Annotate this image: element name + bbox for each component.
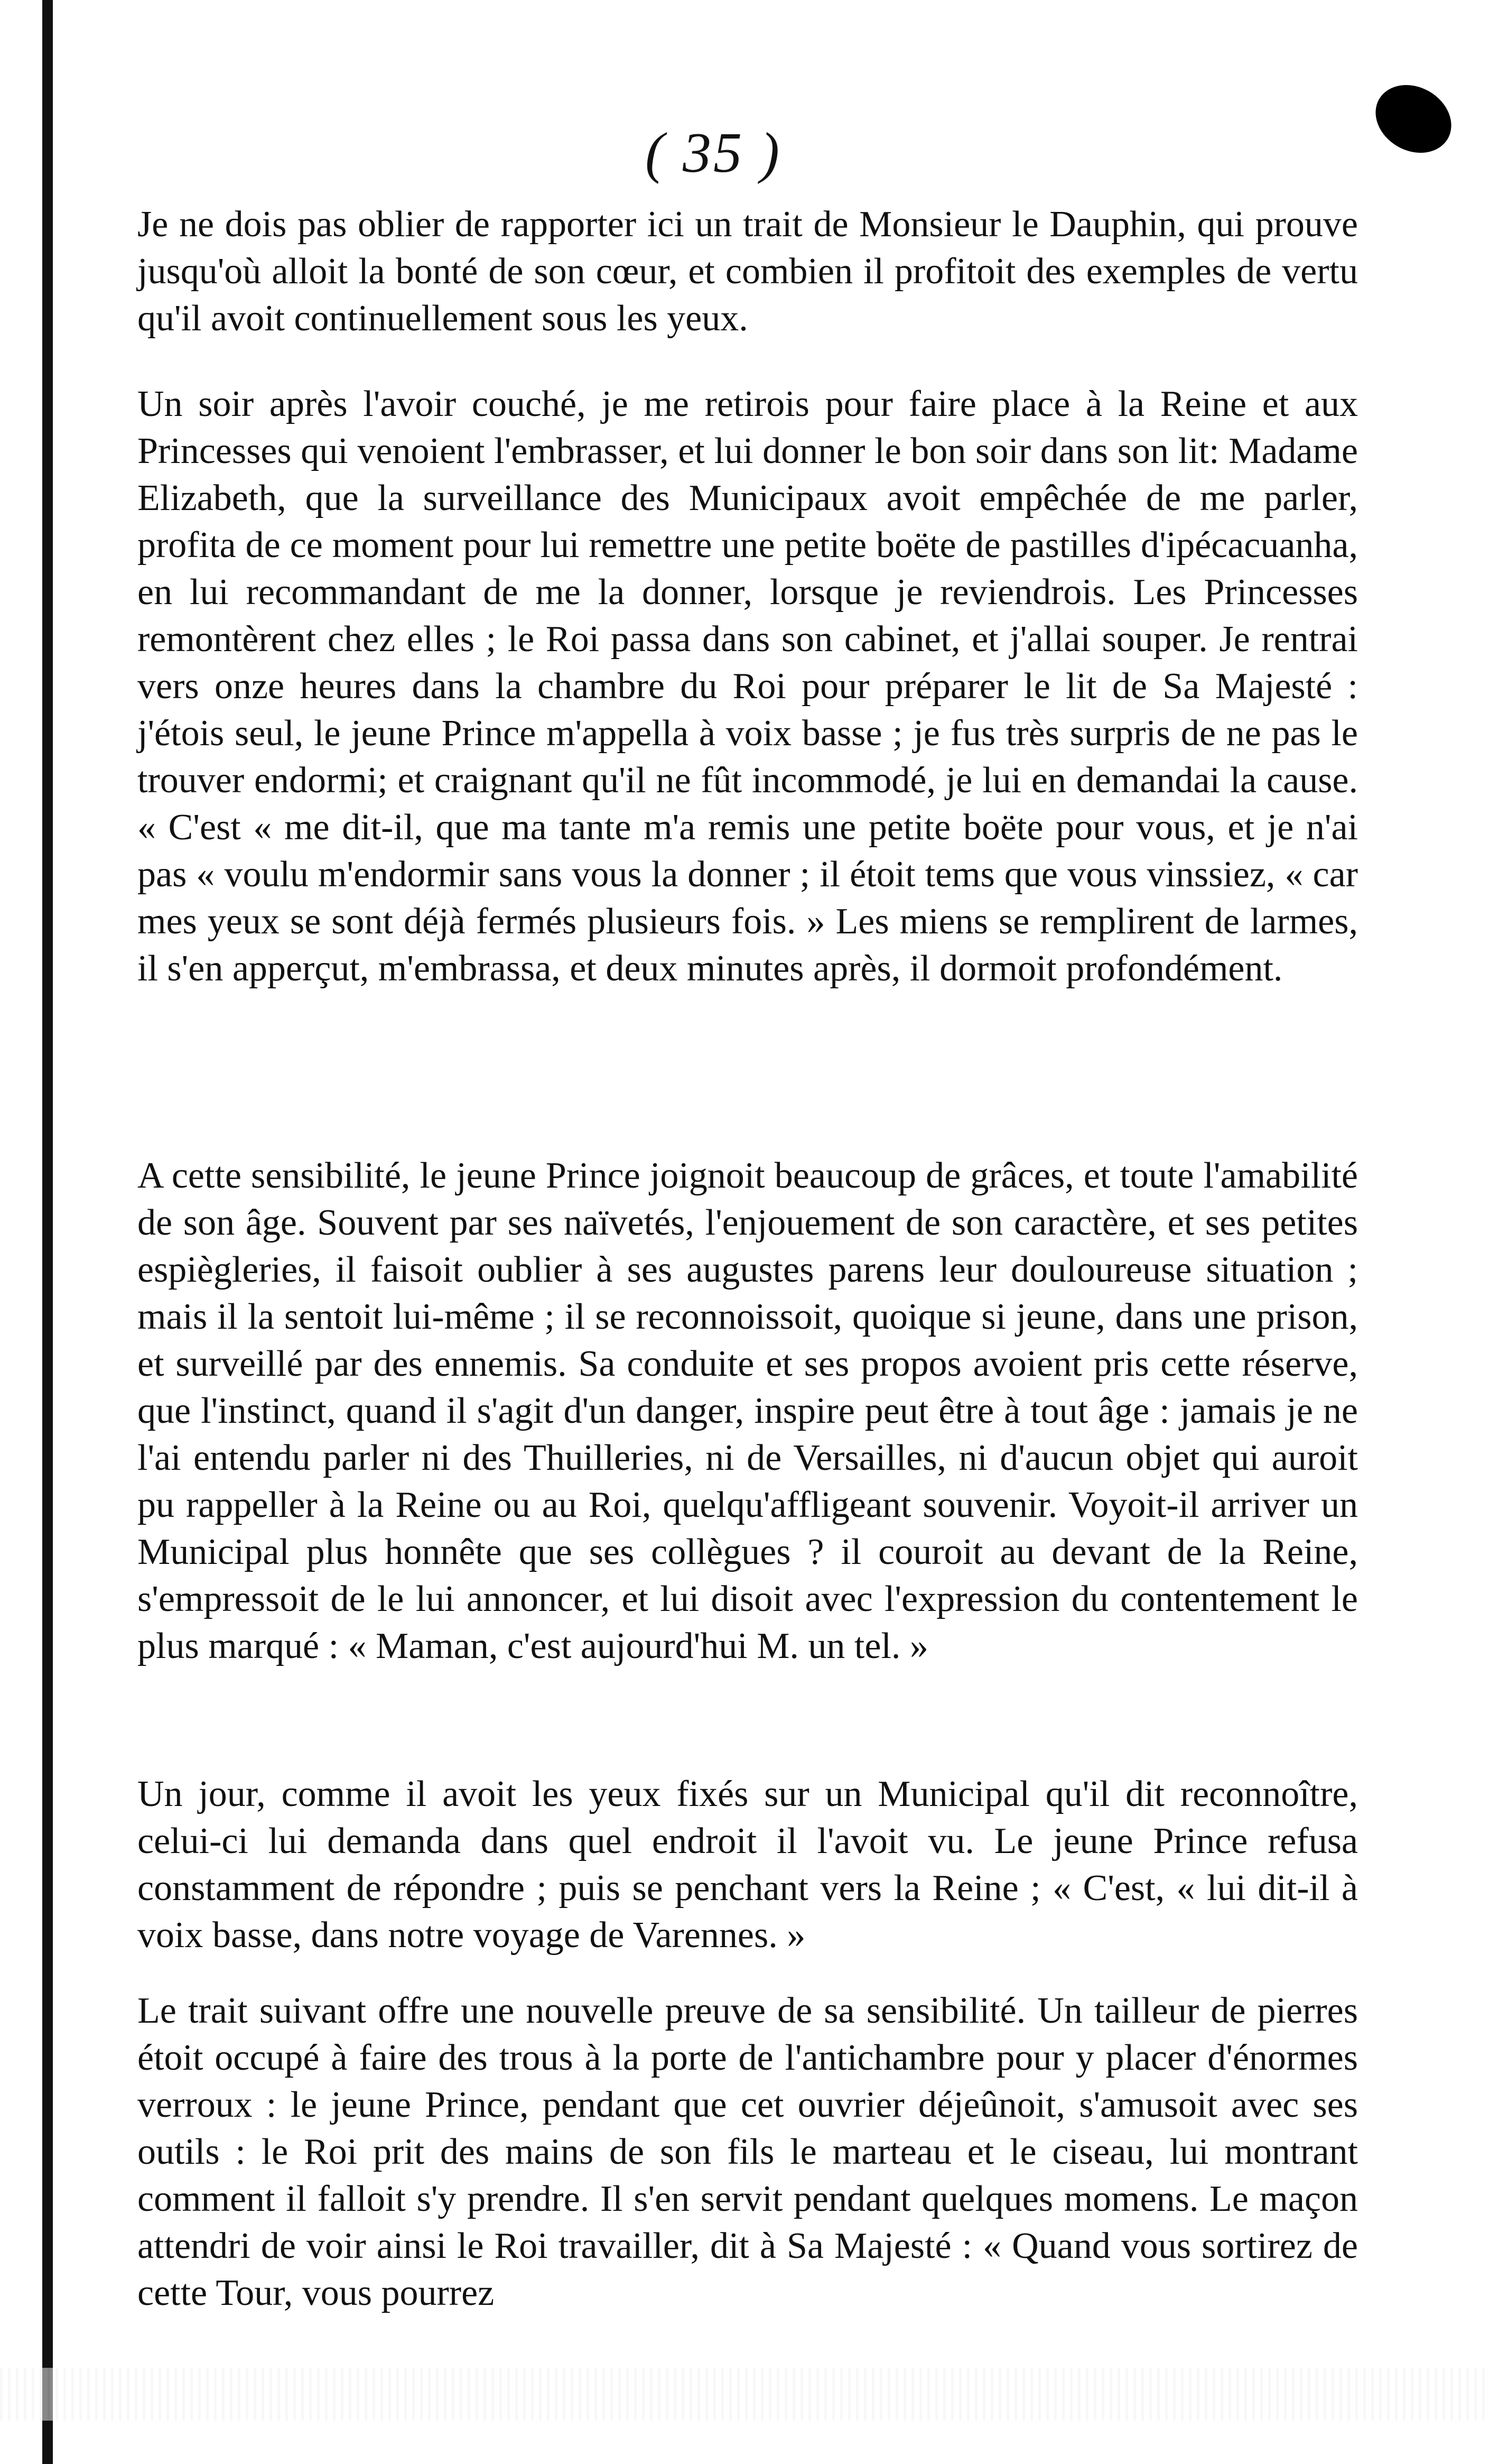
scan-bottom-noise [0, 2368, 1489, 2421]
paragraph-text: Je ne dois pas oblier de rapporter ici un trait de Monsieur le Dauphin, qui prouve jusqu'où alloit la bonté de son cœur, et combien il profitoit des exemples de vertu qu'il avoit continuellement sous les yeux. [137, 204, 1358, 339]
paragraph-1 [137, 201, 1358, 342]
paragraph-text: Un soir après l'avoir couché, je me retirois pour faire place à la Reine et aux Princesses qui venoient l'embrasser, et lui donner le bon soir dans son lit: Madame Elizabeth, que la surveillance des Municipaux avoit empêchée de me parler, profita de ce moment pour lui remettre une petite boëte de pastilles d'ipécacuanha, en lui recommandant de me la donner, lorsque je reviendrois. Les Princesses remontèrent chez elles ; le Roi passa dans son cabinet, et j'allai souper. Je rentrai vers onze heures dans la chambre du Roi pour préparer le lit de Sa Majesté : j'étois seul, le jeune Prince m'appella à voix basse ; je fus très surpris de ne pas le trouver endormi; et craignant qu'il ne fût incommodé, je lui en demandai la cause. « C'est « me dit-il, que ma tante m'a remis une petite boëte pour vous, et je n'ai pas « voulu m'endormir sans vous la donner ; il étoit tems que vous vinssiez, « car mes yeux se sont déjà fermés plusieurs fois. » Les miens se remplirent de larmes, il s'en apperçut, m'embrassa, et deux minutes après, il dormoit profondément. [137, 384, 1358, 989]
paragraph-3 [137, 1152, 1358, 1670]
paragraph-2 [137, 381, 1358, 992]
paragraph-text: Le trait suivant offre une nouvelle preuve de sa sensibilité. Un tailleur de pierres étoit occupé à faire des trous à la porte de l'antichambre pour y placer d'énormes verroux : le jeune Prince, pendant que cet ouvrier déjeûnoit, s'amusoit avec ses outils : le Roi prit des mains de son fils le marteau et le ciseau, lui montrant comment il falloit s'y prendre. Il s'en servit pendant quelques momens. Le maçon attendri de voir ainsi le Roi travailler, dit à Sa Majesté : « Quand vous sortirez de cette Tour, vous pourrez [137, 1990, 1358, 2313]
paragraph-text: A cette sensibilité, le jeune Prince joignoit beaucoup de grâces, et toute l'amabilité de son âge. Souvent par ses naïvetés, l'enjouement de son caractère, et ses petites espiègleries, il faisoit oublier à ses augustes parens leur douloureuse situation ; mais il la sentoit lui-même ; il se reconnoissoit, quoique si jeune, dans une prison, et surveillé par des ennemis. Sa conduite et ses propos avoient pris cette réserve, que l'instinct, quand il s'agit d'un danger, inspire peut être à tout âge : jamais je ne l'ai entendu parler ni des Thuilleries, ni de Versailles, ni d'aucun objet qui auroit pu rappeller à la Reine ou au Roi, quelqu'affligeant souvenir. Voyoit-il arriver un Municipal plus honnête que ses collègues ? il couroit au devant de la Reine, s'empressoit de le lui annoncer, et lui disoit avec l'expression du contentement le plus marqué : « Maman, c'est aujourd'hui M. un tel. » [137, 1155, 1358, 1666]
scan-left-edge [0, 0, 79, 2464]
paragraph-4 [137, 1771, 1358, 1959]
ink-blot-mark [1363, 72, 1464, 166]
page-number: ( 35 ) [645, 122, 781, 184]
paragraph-5 [137, 1987, 1358, 2317]
paragraph-text: Un jour, comme il avoit les yeux fixés sur un Municipal qu'il dit reconnoître, celui-ci lui demanda dans quel endroit il l'avoit vu. Le jeune Prince refusa constamment de répondre ; puis se penchant vers la Reine ; « C'est, « lui dit-il à voix basse, dans notre voyage de Varennes. » [137, 1774, 1358, 1956]
